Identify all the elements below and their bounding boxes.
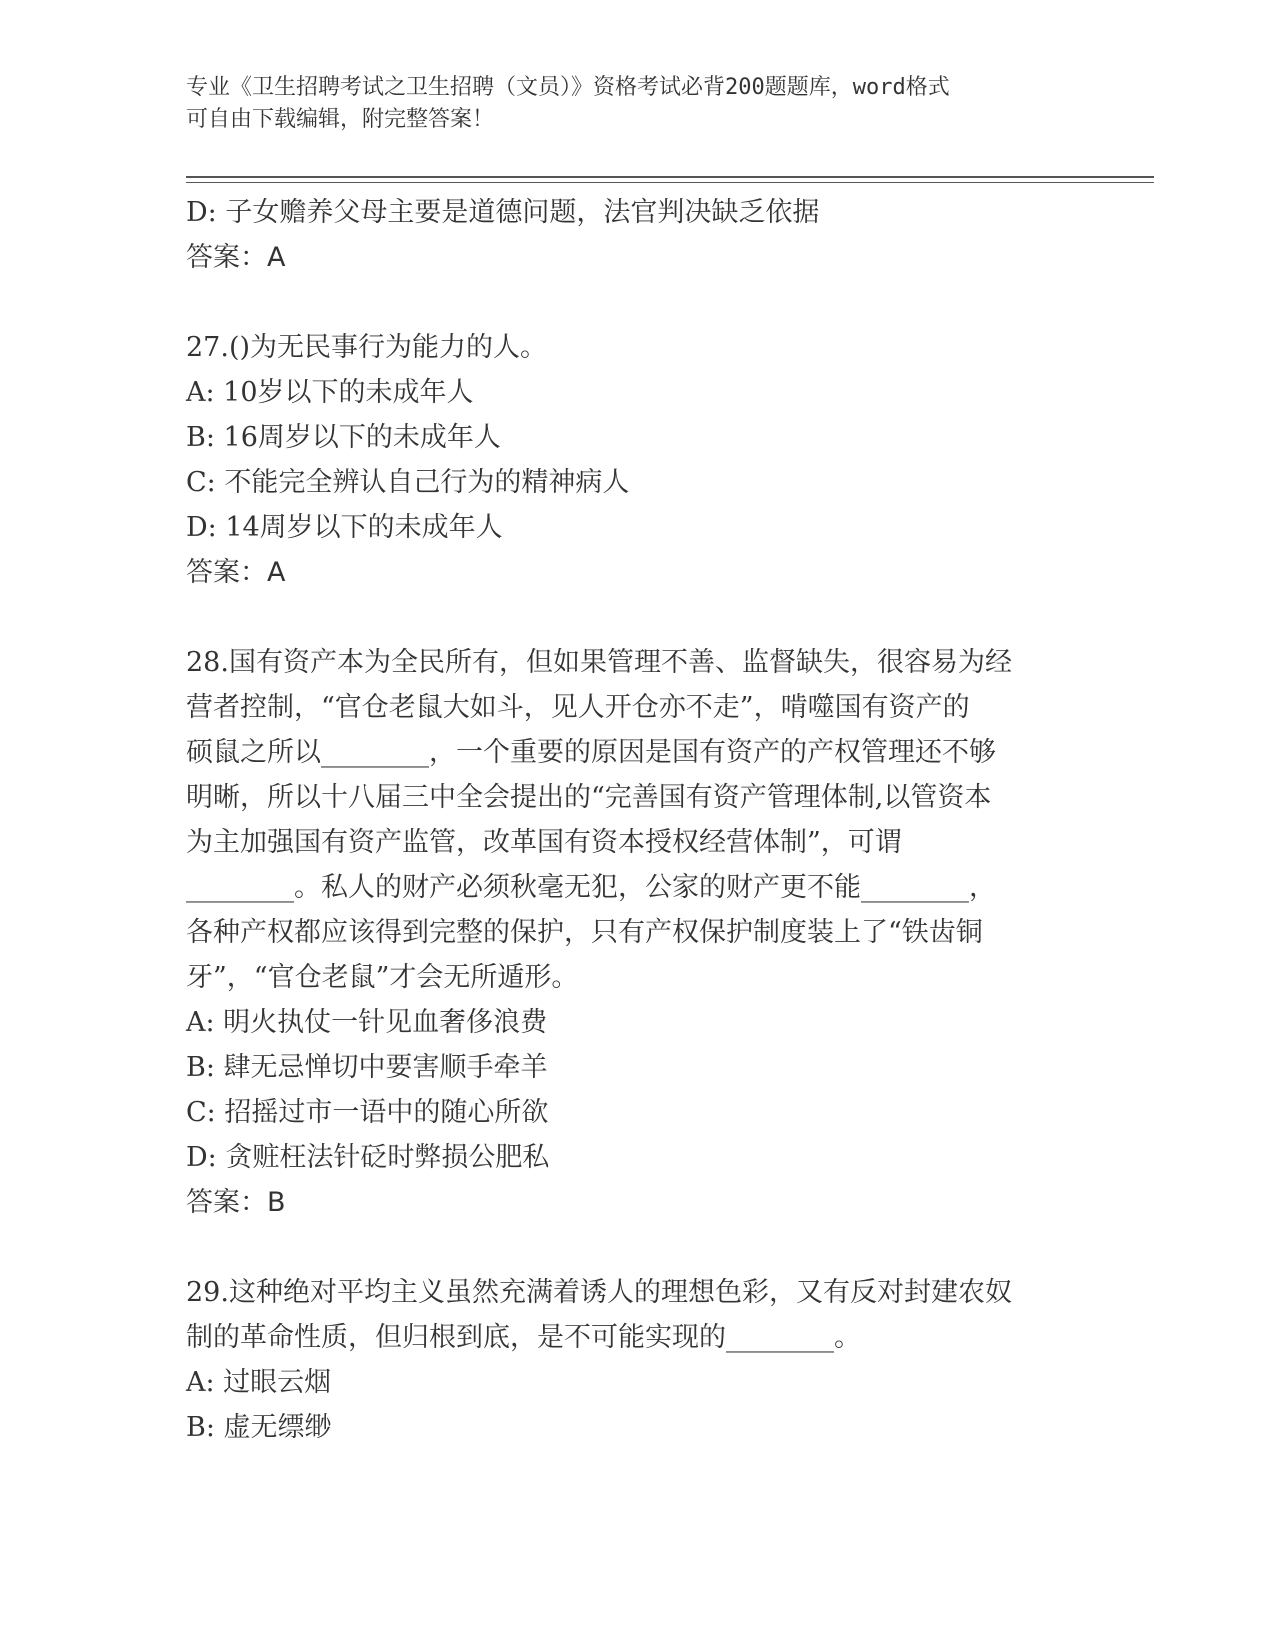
option-b: B: 肆无忌惮切中要害顺手牵羊 <box>186 1052 548 1083</box>
prev-option-d: D: 子女赡养父母主要是道德问题，法官判决缺乏依据 <box>186 197 820 228</box>
question-27 <box>186 325 1086 595</box>
question-stem-line: 29.这种绝对平均主义虽然充满着诱人的理想色彩，又有反对封建农奴 <box>186 1277 1012 1308</box>
question-stem-line: 28.国有资产本为全民所有，但如果管理不善、监督缺失，很容易为经 <box>186 647 1012 678</box>
option-b: B: 虚无缥缈 <box>186 1412 332 1443</box>
question-stem-line: 各种产权都应该得到完整的保护，只有产权保护制度装上了“铁齿铜 <box>186 917 983 948</box>
header-line-1: 专业《卫生招聘考试之卫生招聘（文员）》资格考试必背200题题库，word格式 <box>186 75 950 100</box>
question-28 <box>186 640 1086 1225</box>
question-stem-line: ________。私人的财产必须秋毫无犯，公家的财产更不能________， <box>186 872 996 903</box>
option-a: A: 过眼云烟 <box>186 1367 332 1398</box>
answer: 答案：B <box>186 1187 286 1218</box>
option-a: A: 明火执仗一针见血奢侈浪费 <box>186 1007 548 1038</box>
question-29 <box>186 1270 1086 1450</box>
document-header <box>186 72 1086 136</box>
spacer <box>186 595 1086 640</box>
option-c: C: 不能完全辨认自己行为的精神病人 <box>186 467 630 498</box>
question-stem-line: 为主加强国有资产监管，改革国有资本授权经营体制”，可谓 <box>186 827 902 858</box>
prev-answer: 答案：A <box>186 242 286 273</box>
spacer <box>186 1225 1086 1270</box>
header-divider-thick <box>186 176 1154 178</box>
option-a: A: 10岁以下的未成年人 <box>186 377 474 408</box>
spacer <box>186 280 1086 325</box>
question-stem-line: 牙”，“官仓老鼠”才会无所遁形。 <box>186 962 579 993</box>
option-d: D: 14周岁以下的未成年人 <box>186 512 503 543</box>
answer: 答案：A <box>186 557 286 588</box>
question-stem-line: 明晰，所以十八届三中全会提出的“完善国有资产管理体制,以管资本 <box>186 782 992 813</box>
option-c: C: 招摇过市一语中的随心所欲 <box>186 1097 549 1128</box>
header-line-2: 可自由下载编辑，附完整答案！ <box>186 107 495 132</box>
question-stem-line: 营者控制，“官仓老鼠大如斗，见人开仓亦不走”，啃噬国有资产的 <box>186 692 970 723</box>
header-divider-thin <box>186 182 1154 183</box>
question-stem-line: 制的革命性质，但归根到底，是不可能实现的________。 <box>186 1322 861 1353</box>
question-stem: 27.()为无民事行为能力的人。 <box>186 332 548 363</box>
question-content <box>186 190 1086 1450</box>
option-d: D: 贪赃枉法针砭时弊损公肥私 <box>186 1142 550 1173</box>
option-b: B: 16周岁以下的未成年人 <box>186 422 501 453</box>
question-stem-line: 硕鼠之所以________，一个重要的原因是国有资产的产权管理还不够 <box>186 737 996 768</box>
